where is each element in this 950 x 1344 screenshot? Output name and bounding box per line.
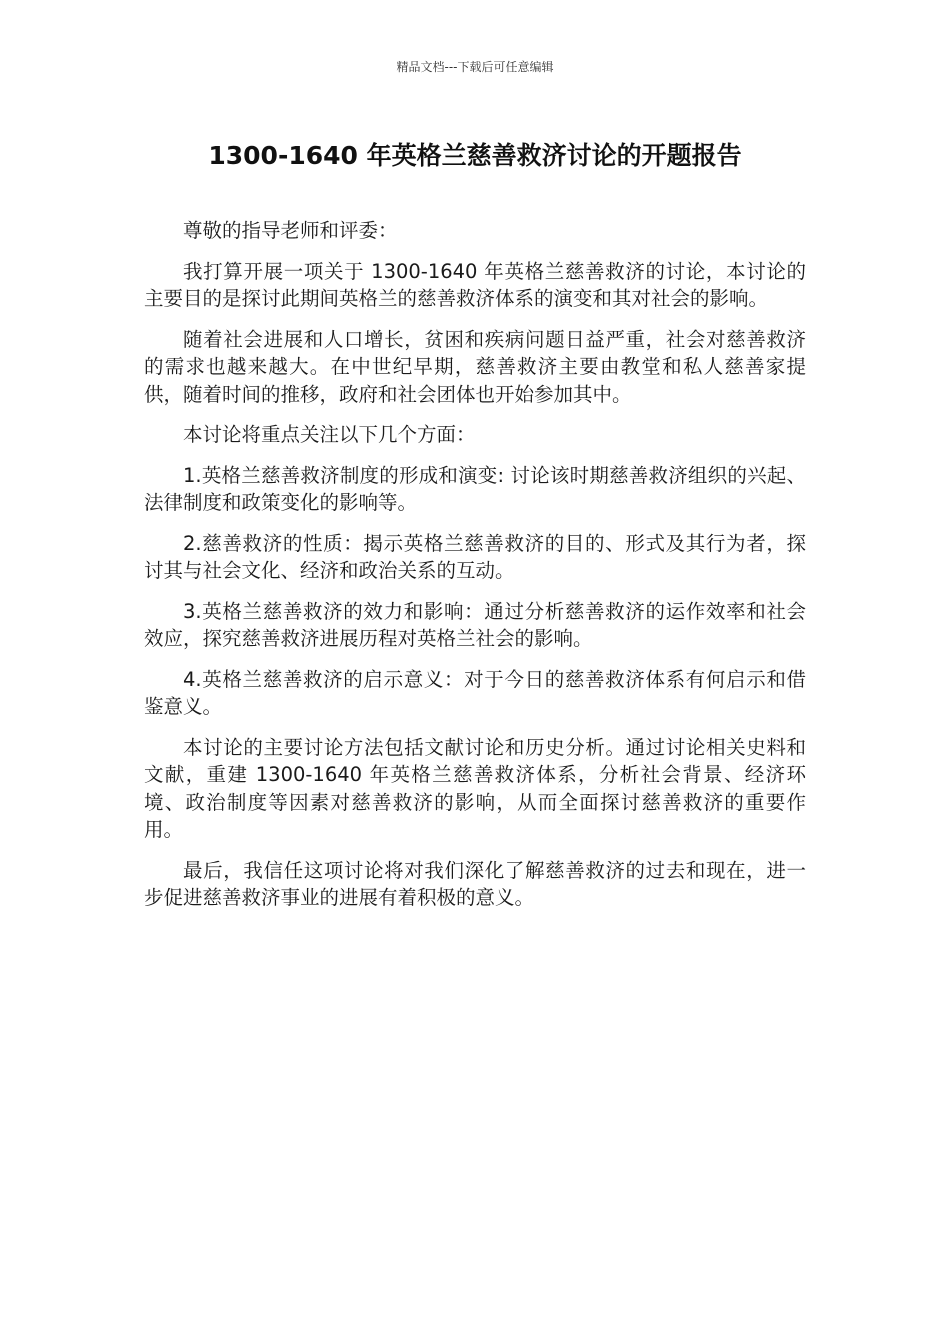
salutation-paragraph: 尊敬的指导老师和评委： <box>183 219 398 242</box>
background-paragraph: 随着社会进展和人口增长，贫困和疾病问题日益严重，社会对慈善救济的需求也越来越大。在中世纪早期，慈善救济主要由教堂和私人慈善家提供，随着时间的推移，政府和社会团体也开始参加其中。 <box>144 327 806 406</box>
focus-item-4: 4.英格兰慈善救济的启示意义：对于今日的慈善救济体系有何启示和借鉴意义。 <box>144 667 806 718</box>
method-paragraph: 本讨论的主要讨论方法包括文献讨论和历史分析。通过讨论相关史料和文献，重建 1300-1640 年英格兰慈善救济体系，分析社会背景、经济环境、政治制度等因素对慈善救济的影响，从而全面探讨慈善救济的重要作用。 <box>144 735 806 841</box>
focus-item-3: 3.英格兰慈善救济的效力和影响：通过分析慈善救济的运作效率和社会效应，探究慈善救济进展历程对英格兰社会的影响。 <box>144 599 806 650</box>
document-title: 1300-1640 年英格兰慈善救济讨论的开题报告 <box>208 141 742 170</box>
header-note: 精品文档---下载后可任意编辑 <box>396 60 554 74</box>
focus-item-2: 2.慈善救济的性质：揭示英格兰慈善救济的目的、形式及其行为者，探讨其与社会文化、经济和政治关系的互动。 <box>144 531 806 582</box>
document-body <box>144 217 806 925</box>
focus-item-1: 1.英格兰慈善救济制度的形成和演变: 讨论该时期慈善救济组织的兴起、法律制度和政策变化的影响等。 <box>144 463 806 514</box>
focus-intro-paragraph: 本讨论将重点关注以下几个方面： <box>183 423 476 446</box>
conclusion-paragraph: 最后，我信任这项讨论将对我们深化了解慈善救济的过去和现在，进一步促进慈善救济事业的进展有着积极的意义。 <box>144 858 806 909</box>
intro-paragraph: 我打算开展一项关于 1300-1640 年英格兰慈善救济的讨论，本讨论的主要目的是探讨此期间英格兰的慈善救济体系的演变和其对社会的影响。 <box>144 259 806 310</box>
